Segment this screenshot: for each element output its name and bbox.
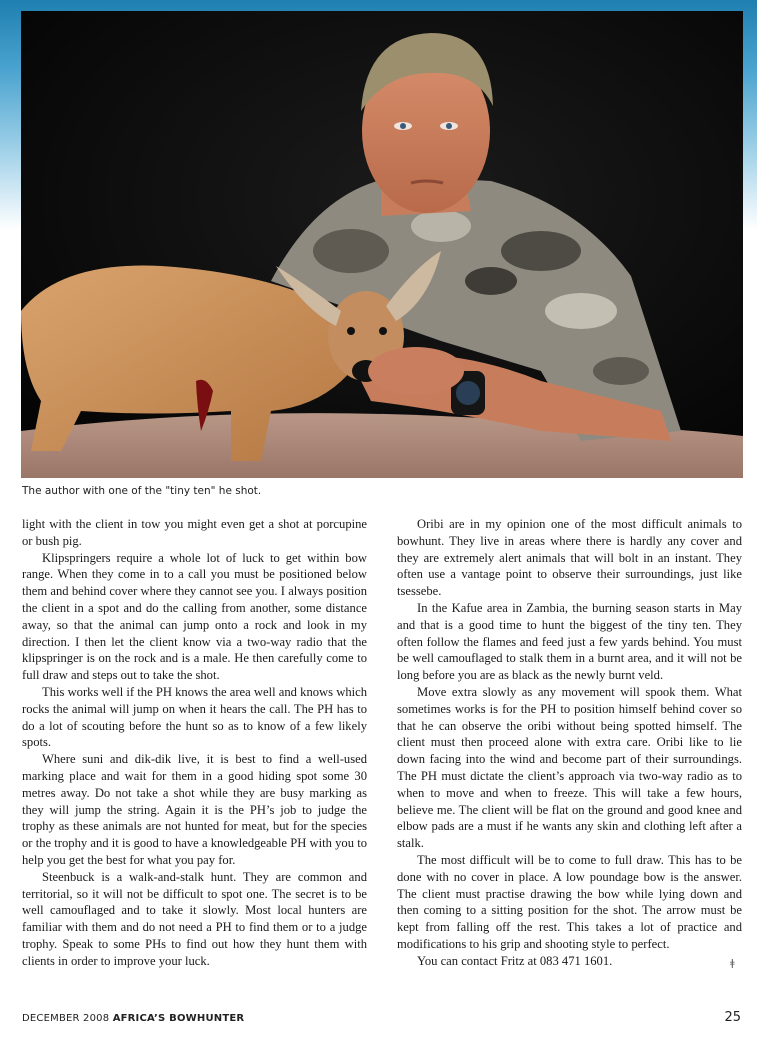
paragraph: In the Kafue area in Zambia, the burning season starts in May and that is a good time to hunt the biggest of the tiny ten. They often follow the flames and feed just a few yards behind. You must be well camouflaged to stalk them in a burnt area, and it will not be long before you are as black as the newly burnt veld.	[397, 600, 742, 683]
photo-illustration	[21, 11, 743, 478]
article-right-column	[397, 516, 742, 970]
paragraph: Move extra slowly as any movement will spook them. What sometimes works is for the PH to position himself behind cover so that he can observe the oribi without being spotted himself. The client must then proceed alone with extra care. Oribi like to lie down facing into the wind and become part of their surroundings. The PH must dictate the client’s approach via two-way radio as to when to move and when to freeze. This will take a few hours, believe me. The client will be flat on the ground and good knee and elbow pads are a must if he wants any skin and clothing left after a stalk.	[397, 684, 742, 851]
paragraph: The most difficult will be to come to full draw. This has to be done with no cover in place. A low poundage bow is the answer. The client must practise drawing the bow while lying down and then coming to a sitting position for the shot. The arrow must be kept from falling off the rest. This takes a lot of practice and modifications to his grip and shooting style to perfect.	[397, 852, 742, 951]
paragraph: light with the client in tow you might even get a shot at porcupine or bush pig.	[22, 517, 367, 548]
paragraph: Klipspringers require a whole lot of luck to get within bow range. When they come in to a call you must be positioned below them and behind cover where they cannot see you. I always position the client in a spot and do the calling from another, some distance away, so that the animal can jump onto a rock and look in my direction. I then let the client know via a two-way radio that the klipspringer is on the rock and is a male. He then carefully come to full draw and steps out to take the shot.	[22, 550, 367, 683]
paragraph: This works well if the PH knows the area well and knows which rocks the animal will jump on when it hears the call. The PH has to do a lot of scouting before the hunt so as to know of a few likely spots.	[22, 684, 367, 750]
page-number: 25	[724, 1010, 741, 1025]
footer-issue-line	[22, 1013, 244, 1024]
end-of-article-mark: ǂ	[730, 958, 735, 969]
footer-magazine-name: AFRICA’S BOWHUNTER	[112, 1013, 245, 1024]
article-left-column	[22, 516, 367, 970]
paragraph: Oribi are in my opinion one of the most difficult animals to bowhunt. They live in areas where there is hardly any cover and they are extremely alert animals that will bolt in an instant. They often use a vantage point to observe their surroundings, just like tsessebe.	[397, 517, 742, 599]
photo-caption: The author with one of the "tiny ten" he shot.	[22, 485, 262, 497]
paragraph: Where suni and dik-dik live, it is best to find a well-used marking place and wait for them in a good hiding spot some 30 metres away. Do not take a shot while they are busy marking as they will jump the string. Again it is the PH’s job to judge the trophy as these animals are not hunted for meat, but for the species or the trophy and it is good to have a knowledgeable PH with you to help you get the best for what you pay for.	[22, 752, 367, 867]
paragraph: You can contact Fritz at 083 471 1601.	[417, 953, 613, 968]
hunter-photo	[21, 11, 743, 478]
footer-issue-date: DECEMBER 2008	[22, 1013, 113, 1024]
paragraph: Steenbuck is a walk-and-stalk hunt. They are common and territorial, so it will not be difficult to spot one. The secret is to be well camouflaged and to take it slowly. Most local hunters are familiar with them and do not need a PH to find them or to a judge trophy. Speak to some PHs to find out how they hunt them with clients in order to improve your luck.	[22, 869, 367, 968]
